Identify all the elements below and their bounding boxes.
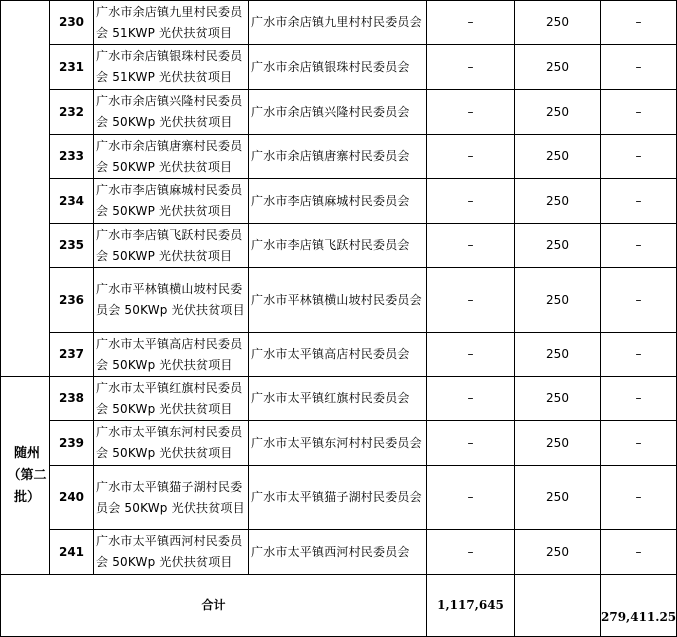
value-a: – — [427, 333, 515, 377]
project-name: 广水市太平镇西河村民委员会 50KWp 光伏扶贫项目 — [94, 530, 249, 575]
value-b: 250 — [515, 268, 601, 333]
project-name: 广水市余店镇九里村民委员会 51KWP 光伏扶贫项目 — [94, 1, 249, 45]
value-a: – — [427, 466, 515, 530]
table-row — [1, 224, 677, 268]
value-b: 250 — [515, 466, 601, 530]
region-cell: 随州（第二批） — [1, 377, 50, 575]
total-value-2: 279,411.25 — [601, 575, 677, 637]
table-row — [1, 421, 677, 466]
table-row — [1, 333, 677, 377]
project-owner: 广水市太平镇高店村民委员会 — [249, 333, 427, 377]
value-a: – — [427, 530, 515, 575]
table-row — [1, 530, 677, 575]
table-row — [1, 135, 677, 179]
project-owner: 广水市余店镇唐寨村民委员会 — [249, 135, 427, 179]
row-number: 232 — [50, 90, 94, 135]
project-owner: 广水市余店镇兴隆村民委员会 — [249, 90, 427, 135]
value-b: 250 — [515, 421, 601, 466]
table-row — [1, 377, 677, 421]
value-c: – — [601, 421, 677, 466]
value-c: – — [601, 90, 677, 135]
value-c: – — [601, 45, 677, 90]
total-label: 合计 — [1, 575, 427, 637]
table-row — [1, 268, 677, 333]
value-b: 250 — [515, 377, 601, 421]
row-number: 237 — [50, 333, 94, 377]
project-owner: 广水市李店镇麻城村民委员会 — [249, 179, 427, 224]
table-row — [1, 1, 677, 45]
row-number: 233 — [50, 135, 94, 179]
row-number: 240 — [50, 466, 94, 530]
value-b: 250 — [515, 224, 601, 268]
value-b: 250 — [515, 45, 601, 90]
project-name: 广水市李店镇麻城村民委员会 50KWP 光伏扶贫项目 — [94, 179, 249, 224]
value-b: 250 — [515, 1, 601, 45]
table-row — [1, 45, 677, 90]
value-c: – — [601, 224, 677, 268]
value-b: 250 — [515, 530, 601, 575]
project-name: 广水市太平镇猫子湖村民委员会 50KWp 光伏扶贫项目 — [94, 466, 249, 530]
value-a: – — [427, 135, 515, 179]
project-name: 广水市余店镇唐寨村民委员会 50KWP 光伏扶贫项目 — [94, 135, 249, 179]
value-c: – — [601, 466, 677, 530]
value-c: – — [601, 135, 677, 179]
project-name: 广水市太平镇红旗村民委员会 50KWp 光伏扶贫项目 — [94, 377, 249, 421]
project-name: 广水市太平镇东河村民委员会 50KWp 光伏扶贫项目 — [94, 421, 249, 466]
project-name: 广水市平林镇横山坡村民委员会 50KWp 光伏扶贫项目 — [94, 268, 249, 333]
value-a: – — [427, 377, 515, 421]
value-a: – — [427, 90, 515, 135]
value-a: – — [427, 421, 515, 466]
value-c: – — [601, 268, 677, 333]
row-number: 231 — [50, 45, 94, 90]
row-number: 230 — [50, 1, 94, 45]
value-c: – — [601, 530, 677, 575]
project-name: 广水市余店镇兴隆村民委员会 50KWp 光伏扶贫项目 — [94, 90, 249, 135]
value-b: 250 — [515, 90, 601, 135]
value-a: – — [427, 45, 515, 90]
project-name: 广水市李店镇飞跃村民委员会 50KWP 光伏扶贫项目 — [94, 224, 249, 268]
row-number: 238 — [50, 377, 94, 421]
project-owner: 广水市太平镇西河村民委员会 — [249, 530, 427, 575]
value-a: – — [427, 1, 515, 45]
value-b: 250 — [515, 333, 601, 377]
table-row — [1, 466, 677, 530]
value-c: – — [601, 1, 677, 45]
total-row — [1, 575, 677, 637]
row-number: 236 — [50, 268, 94, 333]
total-value-1: 1,117,645 — [427, 575, 515, 637]
project-owner: 广水市李店镇飞跃村民委员会 — [249, 224, 427, 268]
project-owner: 广水市太平镇猫子湖村民委员会 — [249, 466, 427, 530]
total-empty-cell — [515, 575, 601, 637]
row-number: 235 — [50, 224, 94, 268]
value-b: 250 — [515, 179, 601, 224]
row-number: 234 — [50, 179, 94, 224]
value-a: – — [427, 224, 515, 268]
project-owner: 广水市太平镇东河村村民委员会 — [249, 421, 427, 466]
project-owner: 广水市余店镇银珠村民委员会 — [249, 45, 427, 90]
row-number: 241 — [50, 530, 94, 575]
value-c: – — [601, 333, 677, 377]
value-c: – — [601, 377, 677, 421]
row-number: 239 — [50, 421, 94, 466]
table-row — [1, 90, 677, 135]
value-a: – — [427, 268, 515, 333]
value-b: 250 — [515, 135, 601, 179]
value-a: – — [427, 179, 515, 224]
project-owner: 广水市太平镇红旗村民委员会 — [249, 377, 427, 421]
project-owner: 广水市余店镇九里村村民委员会 — [249, 1, 427, 45]
table-row — [1, 179, 677, 224]
value-c: – — [601, 179, 677, 224]
project-name: 广水市太平镇高店村民委员会 50KWp 光伏扶贫项目 — [94, 333, 249, 377]
project-owner: 广水市平林镇横山坡村民委员会 — [249, 268, 427, 333]
project-name: 广水市余店镇银珠村民委员会 51KWP 光伏扶贫项目 — [94, 45, 249, 90]
region-cell — [1, 1, 50, 377]
